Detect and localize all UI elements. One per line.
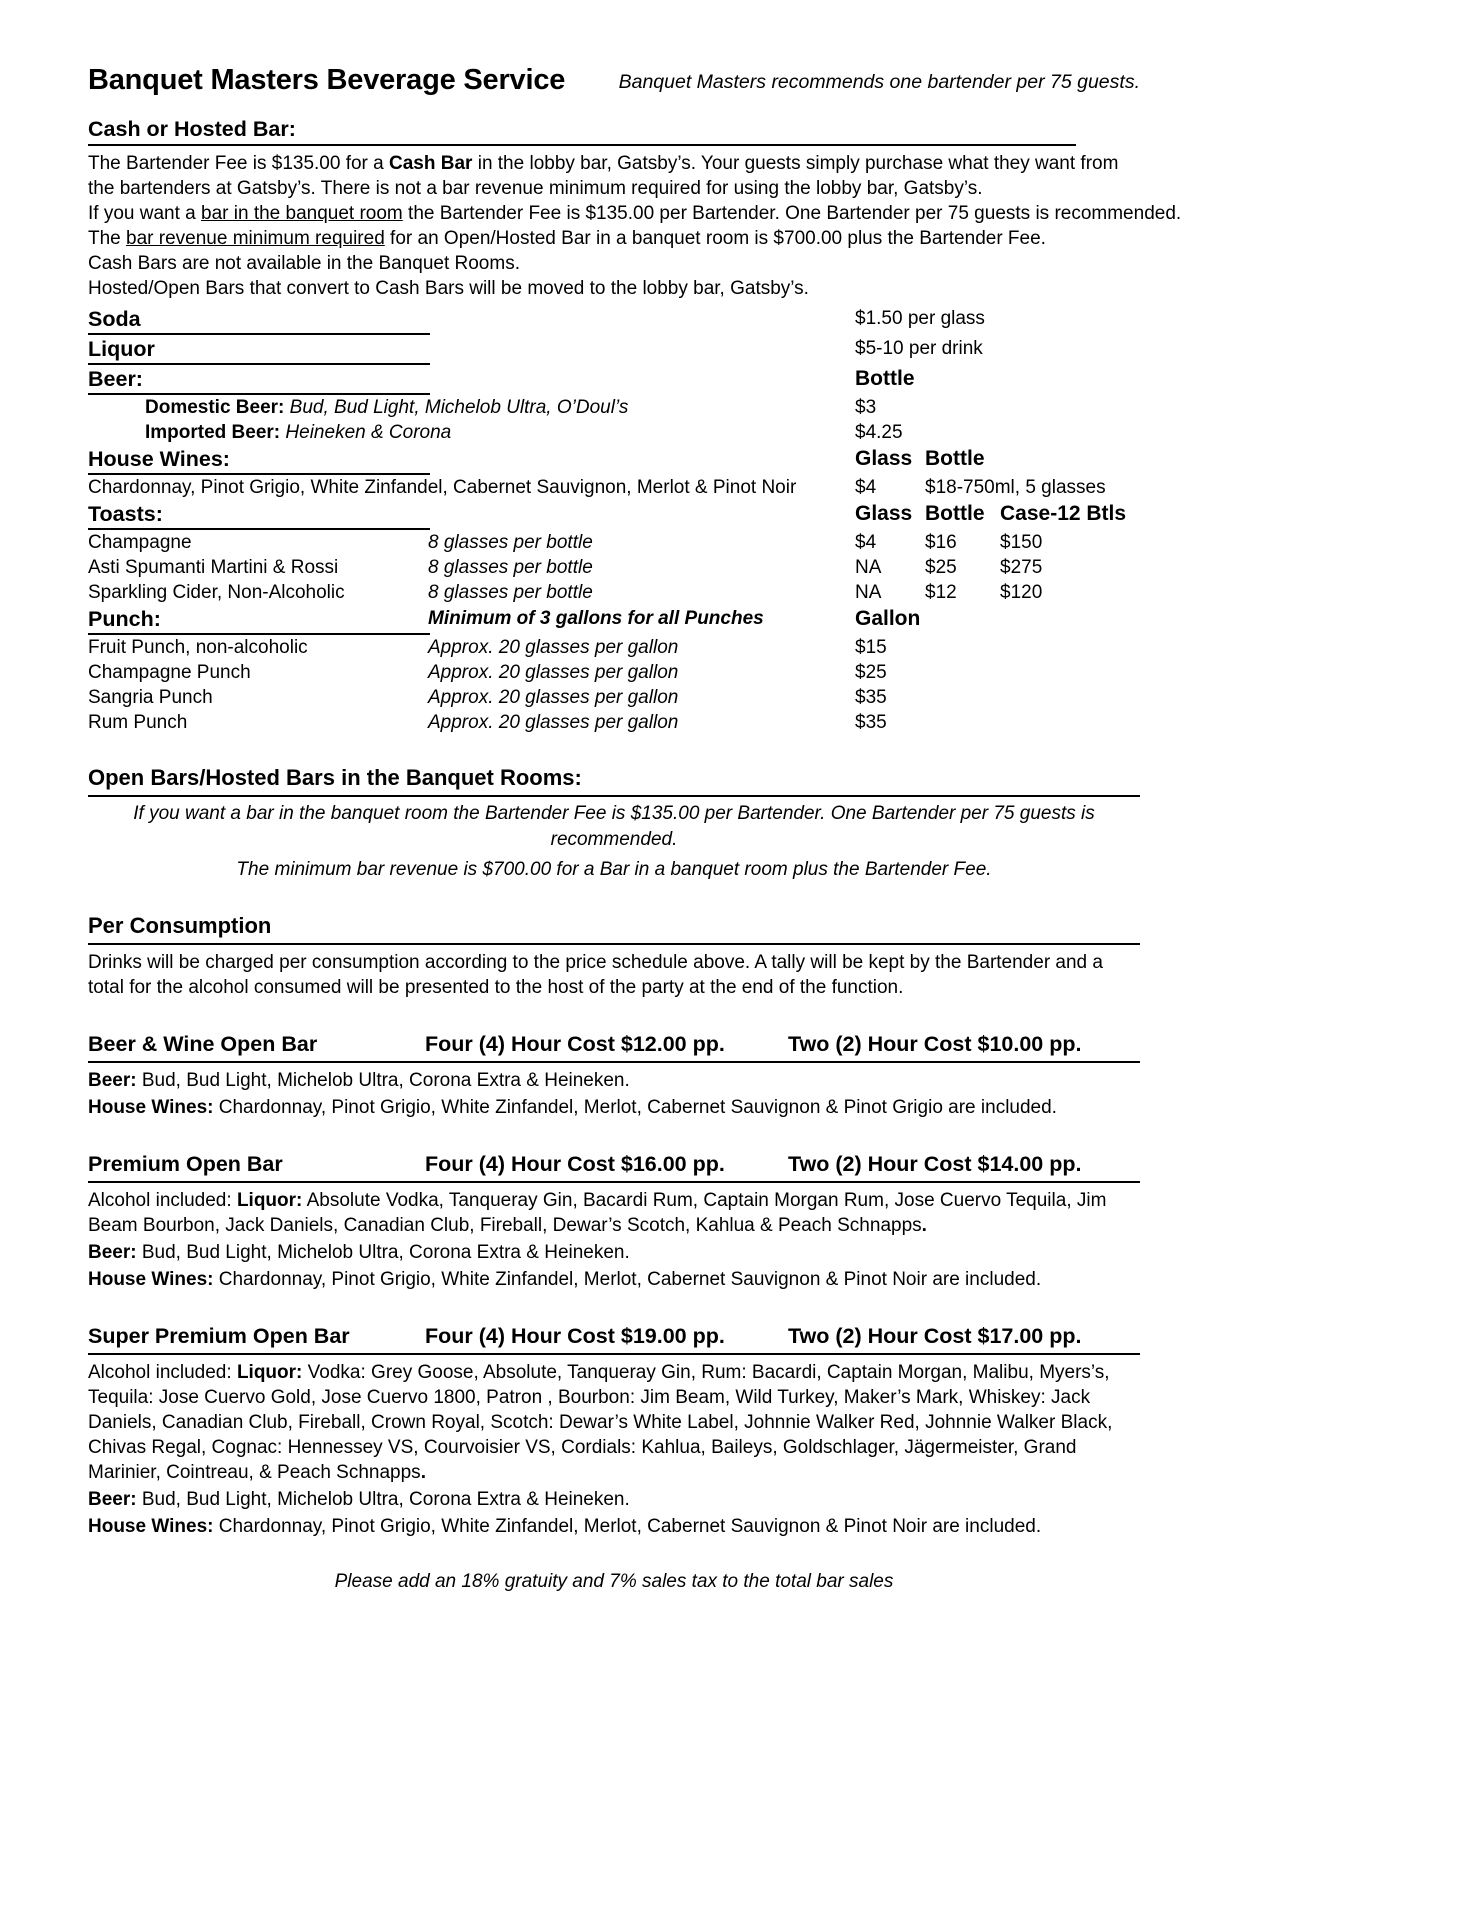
cash-bar-line: The bar revenue minimum required for an Open/Hosted Bar in a banquet room is $700.00 plus the Bartender Fee. bbox=[88, 228, 1046, 249]
punch-row bbox=[88, 710, 1140, 735]
footer-gratuity-note: Please add an 18% gratuity and 7% sales tax to the total bar sales bbox=[334, 1571, 894, 1592]
price-row-soda bbox=[88, 305, 1140, 335]
toasts-label: Toasts: bbox=[88, 500, 430, 530]
cash-bar-line: Cash Bars are not available in the Banquet Rooms. bbox=[88, 253, 520, 274]
price-row-domestic-beer bbox=[88, 395, 1140, 420]
punch-price: $35 bbox=[855, 687, 887, 708]
bar-line: Alcohol included: Liquor: Absolute Vodka, Tanqueray Gin, Bacardi Rum, Captain Morgan Rum, Jose Cuervo Tequila, Jim Beam Bourbon, Jack Daniels, Canadian Club, Fireball, Dewar’s Scotch, Kahlua & Peach Schnapps. bbox=[88, 1190, 1107, 1236]
toast-bottle-price: $25 bbox=[925, 557, 957, 578]
liquor-price: $5-10 per drink bbox=[855, 338, 983, 359]
soda-label: Soda bbox=[88, 305, 430, 335]
per-consumption-heading: Per Consumption bbox=[88, 913, 1140, 945]
cash-bar-line: If you want a bar in the banquet room the Bartender Fee is $135.00 per Bartender. One Bartender per 75 guests is recommended. bbox=[88, 203, 1182, 224]
punch-row bbox=[88, 685, 1140, 710]
toast-case-price: $275 bbox=[1000, 557, 1043, 578]
bar-four-hour-cost: Four (4) Hour Cost $12.00 pp. bbox=[425, 1032, 725, 1056]
toast-name: Sparkling Cider, Non-Alcoholic bbox=[88, 582, 345, 603]
punch-row bbox=[88, 660, 1140, 685]
punch-name: Rum Punch bbox=[88, 712, 188, 733]
bar-head bbox=[88, 1322, 1140, 1355]
per-consumption-body: Drinks will be charged per consumption according to the price schedule above. A tally will be kept by the Bartender and a total for the alcohol consumed will be presented to the host of the party at the end of the function. bbox=[88, 952, 1103, 998]
toast-row bbox=[88, 555, 1140, 580]
punch-minimum-note: Minimum of 3 gallons for all Punches bbox=[428, 608, 764, 629]
toast-note: 8 glasses per bottle bbox=[428, 582, 593, 603]
toast-glass-price: NA bbox=[855, 582, 882, 603]
price-row-toasts bbox=[88, 500, 1140, 530]
price-row-house-wines-list bbox=[88, 475, 1140, 500]
toast-glass-price: NA bbox=[855, 557, 882, 578]
document-content bbox=[88, 0, 1182, 1612]
punch-note: Approx. 20 glasses per gallon bbox=[428, 687, 679, 708]
section-beer-wine-open-bar bbox=[88, 1030, 1140, 1120]
beer-bottle-colhead: Bottle bbox=[855, 367, 915, 390]
bar-head bbox=[88, 1150, 1140, 1183]
punch-price: $25 bbox=[855, 662, 887, 683]
price-row-imported-beer bbox=[88, 420, 1140, 445]
section-cash-or-hosted-bar bbox=[88, 117, 1182, 301]
beer-label: Beer: bbox=[88, 365, 430, 395]
bar-head bbox=[88, 1030, 1140, 1063]
bar-line: House Wines: Chardonnay, Pinot Grigio, White Zinfandel, Merlot, Cabernet Sauvignon & Pinot Noir are included. bbox=[88, 1516, 1042, 1537]
domestic-beer-items: Bud, Bud Light, Michelob Ultra, O’Doul’s bbox=[284, 397, 629, 418]
imported-beer-items: Heineken & Corona bbox=[280, 422, 452, 443]
section-premium-open-bar bbox=[88, 1150, 1140, 1292]
house-wines-bottle-price: $18-750ml, 5 glasses bbox=[925, 477, 1106, 498]
punch-label: Punch: bbox=[88, 605, 430, 635]
soda-price: $1.50 per glass bbox=[855, 308, 985, 329]
toasts-glass-colhead: Glass bbox=[855, 502, 913, 525]
bar-name: Premium Open Bar bbox=[88, 1152, 283, 1176]
section-per-consumption bbox=[88, 913, 1140, 1000]
price-row-liquor bbox=[88, 335, 1140, 365]
cash-bar-line: The Bartender Fee is $135.00 for a Cash Bar in the lobby bar, Gatsby’s. Your guests simply purchase what they want from the bartenders at Gatsby’s. There is not a bar revenue minimum required for using the lobby bar, Gatsby’s. bbox=[88, 153, 1119, 199]
punch-name: Fruit Punch, non-alcoholic bbox=[88, 637, 308, 658]
punch-name: Sangria Punch bbox=[88, 687, 213, 708]
bar-line: House Wines: Chardonnay, Pinot Grigio, White Zinfandel, Merlot, Cabernet Sauvignon & Pinot Noir are included. bbox=[88, 1269, 1042, 1290]
toast-note: 8 glasses per bottle bbox=[428, 532, 593, 553]
bar-line: Beer: Bud, Bud Light, Michelob Ultra, Corona Extra & Heineken. bbox=[88, 1242, 630, 1263]
domestic-beer-name bbox=[88, 397, 628, 418]
bar-name: Beer & Wine Open Bar bbox=[88, 1032, 318, 1056]
toast-glass-price: $4 bbox=[855, 532, 877, 553]
toast-bottle-price: $16 bbox=[925, 532, 957, 553]
toast-row bbox=[88, 580, 1140, 605]
doc-header bbox=[88, 0, 1140, 97]
domestic-beer-price: $3 bbox=[855, 397, 877, 418]
toasts-bottle-colhead: Bottle bbox=[925, 502, 985, 525]
section-open-bars bbox=[88, 765, 1140, 883]
bar-two-hour-cost: Two (2) Hour Cost $14.00 pp. bbox=[788, 1152, 1082, 1176]
price-table bbox=[88, 305, 1140, 735]
bar-four-hour-cost: Four (4) Hour Cost $16.00 pp. bbox=[425, 1152, 725, 1176]
toast-name: Asti Spumanti Martini & Rossi bbox=[88, 557, 339, 578]
open-bars-line-1: If you want a bar in the banquet room the Bartender Fee is $135.00 per Bartender. One Bartender per 75 guests is recommended. bbox=[133, 803, 1095, 850]
toast-note: 8 glasses per bottle bbox=[428, 557, 593, 578]
open-bars-heading: Open Bars/Hosted Bars in the Banquet Rooms: bbox=[88, 765, 1140, 797]
doc-title: Banquet Masters Beverage Service bbox=[88, 64, 566, 96]
punch-row bbox=[88, 635, 1140, 660]
header-note: Banquet Masters recommends one bartender per 75 guests. bbox=[618, 71, 1140, 93]
bar-four-hour-cost: Four (4) Hour Cost $19.00 pp. bbox=[425, 1324, 725, 1348]
cash-bar-heading: Cash or Hosted Bar: bbox=[88, 117, 1076, 146]
toast-case-price: $150 bbox=[1000, 532, 1043, 553]
imported-beer-name bbox=[88, 422, 451, 443]
price-row-beer bbox=[88, 365, 1140, 395]
bar-two-hour-cost: Two (2) Hour Cost $10.00 pp. bbox=[788, 1032, 1082, 1056]
bar-line: House Wines: Chardonnay, Pinot Grigio, White Zinfandel, Merlot, Cabernet Sauvignon & Pinot Grigio are included. bbox=[88, 1097, 1057, 1118]
imported-beer-label: Imported Beer: bbox=[145, 422, 281, 443]
toast-case-price: $120 bbox=[1000, 582, 1043, 603]
bar-line: Alcohol included: Liquor: Vodka: Grey Goose, Absolute, Tanqueray Gin, Rum: Bacardi, Captain Morgan, Malibu, Myers’s, Tequila: Jose Cuervo Gold, Jose Cuervo 1800, Patron , Bourbon: Jim Beam, Wild Turkey, Maker’s Mark, Whiskey: Jack Daniels, Canadian Club, Fireball, Crown Royal, Scotch: Dewar’s White Label, Johnnie Walker Red, Johnnie Walker Black, Chivas Regal, Cognac: Hennessey VS, Courvoisier VS, Cordials: Kahlua, Baileys, Goldschlager, Jägermeister, Grand Marinier, Cointreau, & Peach Schnapps. bbox=[88, 1362, 1113, 1483]
house-wines-bottle-colhead: Bottle bbox=[925, 447, 985, 470]
bar-name: Super Premium Open Bar bbox=[88, 1324, 350, 1348]
punch-price: $15 bbox=[855, 637, 887, 658]
section-super-premium-open-bar bbox=[88, 1322, 1140, 1539]
punch-name: Champagne Punch bbox=[88, 662, 251, 683]
punch-gallon-colhead: Gallon bbox=[855, 607, 921, 630]
punch-note: Approx. 20 glasses per gallon bbox=[428, 662, 679, 683]
bar-two-hour-cost: Two (2) Hour Cost $17.00 pp. bbox=[788, 1324, 1082, 1348]
bar-line: Beer: Bud, Bud Light, Michelob Ultra, Corona Extra & Heineken. bbox=[88, 1070, 630, 1091]
liquor-label: Liquor bbox=[88, 335, 430, 365]
open-bars-line-2: The minimum bar revenue is $700.00 for a Bar in a banquet room plus the Bartender Fee. bbox=[236, 859, 992, 880]
imported-beer-price: $4.25 bbox=[855, 422, 903, 443]
toast-bottle-price: $12 bbox=[925, 582, 957, 603]
toast-row bbox=[88, 530, 1140, 555]
toast-name: Champagne bbox=[88, 532, 192, 553]
punch-note: Approx. 20 glasses per gallon bbox=[428, 712, 679, 733]
domestic-beer-label: Domestic Beer: bbox=[145, 397, 285, 418]
toasts-case-colhead: Case-12 Btls bbox=[1000, 502, 1127, 525]
house-wines-names: Chardonnay, Pinot Grigio, White Zinfandel, Cabernet Sauvignon, Merlot & Pinot Noir bbox=[88, 477, 797, 498]
punch-price: $35 bbox=[855, 712, 887, 733]
house-wines-glass-colhead: Glass bbox=[855, 447, 913, 470]
cash-bar-paragraph bbox=[88, 151, 1182, 301]
cash-bar-line: Hosted/Open Bars that convert to Cash Bars will be moved to the lobby bar, Gatsby’s. bbox=[88, 278, 809, 299]
house-wines-glass-price: $4 bbox=[855, 477, 877, 498]
price-row-punch bbox=[88, 605, 1140, 635]
house-wines-label: House Wines: bbox=[88, 445, 430, 475]
punch-note: Approx. 20 glasses per gallon bbox=[428, 637, 679, 658]
bar-line: Beer: Bud, Bud Light, Michelob Ultra, Corona Extra & Heineken. bbox=[88, 1489, 630, 1510]
price-row-house-wines bbox=[88, 445, 1140, 475]
